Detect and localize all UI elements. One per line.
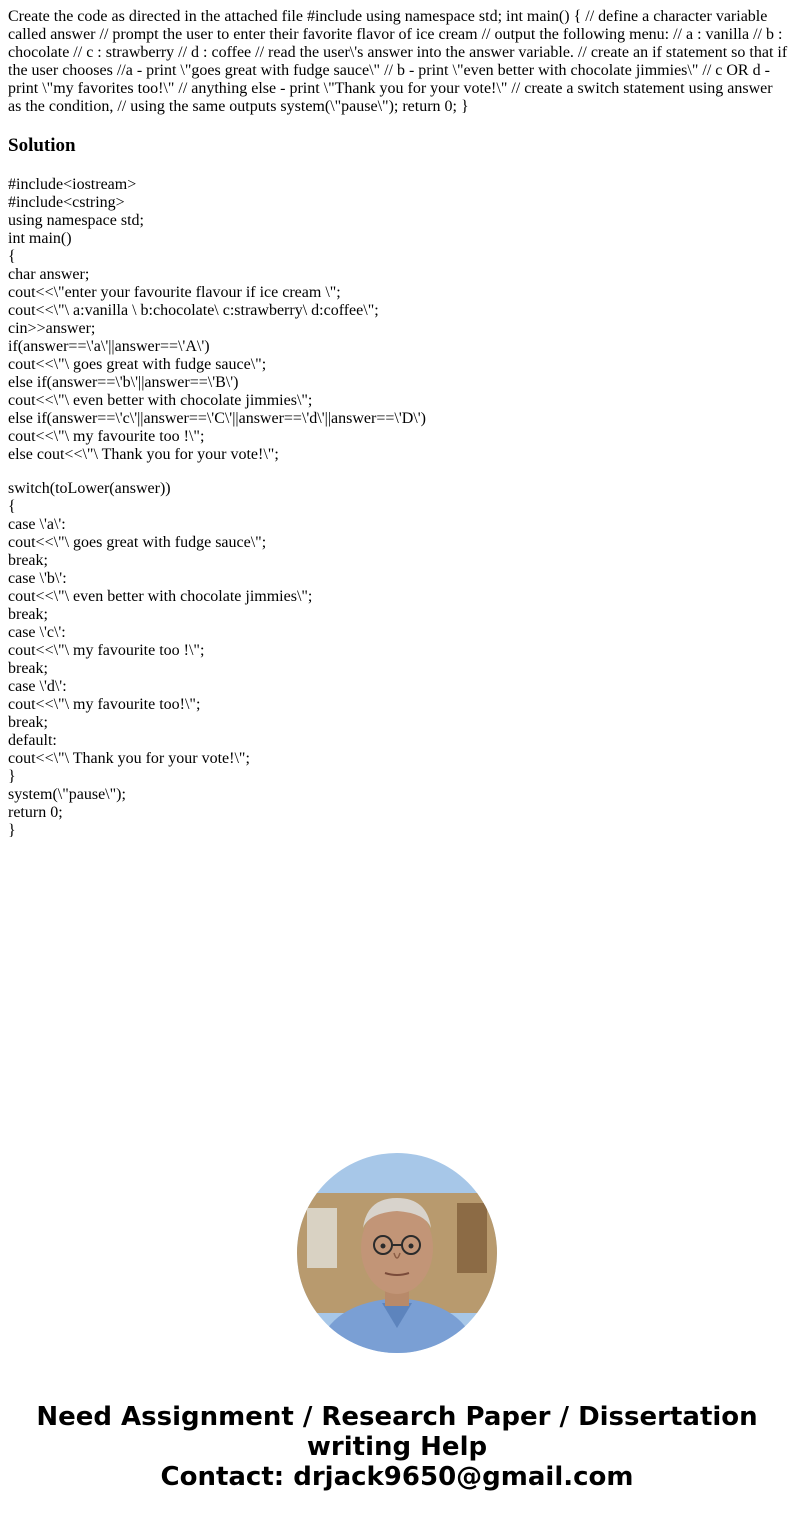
promo-banner <box>0 1402 794 1492</box>
code-line: case \'a\': <box>8 516 66 533</box>
code-line: break; <box>8 714 48 731</box>
avatar-portrait-icon <box>297 1153 497 1353</box>
code-line: #include<cstring> <box>8 194 125 211</box>
solution-heading: Solution <box>8 135 76 156</box>
code-block-switch <box>8 480 788 840</box>
code-line: else cout<<\"\ Thank you for your vote!\"; <box>8 446 279 463</box>
code-line: cout<<\"\ my favourite too!\"; <box>8 696 201 713</box>
promo-line-1: Need Assignment / Research Paper / Dissertation <box>36 1402 758 1432</box>
code-line: { <box>8 248 16 265</box>
code-line: char answer; <box>8 266 90 283</box>
code-line: case \'d\': <box>8 678 67 695</box>
document-content <box>8 8 788 840</box>
code-line: int main() <box>8 230 72 247</box>
code-block-if <box>8 176 788 464</box>
code-line: cin>>answer; <box>8 320 96 337</box>
code-line: cout<<\"\ goes great with fudge sauce\"; <box>8 534 267 551</box>
code-line: cout<<\"\ goes great with fudge sauce\"; <box>8 356 267 373</box>
code-line: using namespace std; <box>8 212 144 229</box>
promo-contact: Contact: drjack9650@gmail.com <box>160 1462 634 1492</box>
tutor-avatar <box>297 1153 497 1353</box>
code-line: cout<<\"\ even better with chocolate jimmies\"; <box>8 588 313 605</box>
code-line: break; <box>8 552 48 569</box>
code-line: #include<iostream> <box>8 176 137 193</box>
code-line: return 0; <box>8 804 63 821</box>
code-line: { <box>8 498 16 515</box>
code-line: } <box>8 768 16 785</box>
code-line: cout<<\"\ even better with chocolate jimmies\"; <box>8 392 313 409</box>
code-line: system(\"pause\"); <box>8 786 126 803</box>
code-line: } <box>8 822 16 839</box>
code-line: default: <box>8 732 57 749</box>
code-line: case \'b\': <box>8 570 67 587</box>
code-line: else if(answer==\'b\'||answer==\'B\') <box>8 374 239 391</box>
code-line: case \'c\': <box>8 624 66 641</box>
question-text: Create the code as directed in the attached file #include using namespace std; int main() { // define a character variable called answer // prompt the user to enter their favorite flavor of ice cream // output the following menu: // a : vanilla // b : chocolate // c : strawberry // d : coffee // read the user\'s answer into the answer variable. // create an if statement so that if the user chooses //a - print \"goes great with fudge sauce\" // b - print \"even better with chocolate jimmies\" // c OR d - print \"my favorites too!\" // anything else - print \"Thank you for your vote!\" // create a switch statement using answer as the condition, // using the same outputs system(\"pause\"); return 0; } <box>8 8 788 115</box>
code-line: cout<<\"\ a:vanilla \ b:chocolate\ c:strawberry\ d:coffee\"; <box>8 302 379 319</box>
code-line: else if(answer==\'c\'||answer==\'C\'||answer==\'d\'||answer==\'D\') <box>8 410 426 427</box>
code-gap <box>8 464 788 480</box>
code-line: cout<<\"\ my favourite too !\"; <box>8 642 205 659</box>
code-line: cout<<\"\ Thank you for your vote!\"; <box>8 750 250 767</box>
code-line: switch(toLower(answer)) <box>8 480 171 497</box>
promo-line-2: writing Help <box>306 1432 488 1462</box>
code-line: break; <box>8 660 48 677</box>
code-line: cout<<\"enter your favourite flavour if ice cream \"; <box>8 284 341 301</box>
code-line: break; <box>8 606 48 623</box>
code-line: cout<<\"\ my favourite too !\"; <box>8 428 205 445</box>
code-line: if(answer==\'a\'||answer==\'A\') <box>8 338 210 355</box>
